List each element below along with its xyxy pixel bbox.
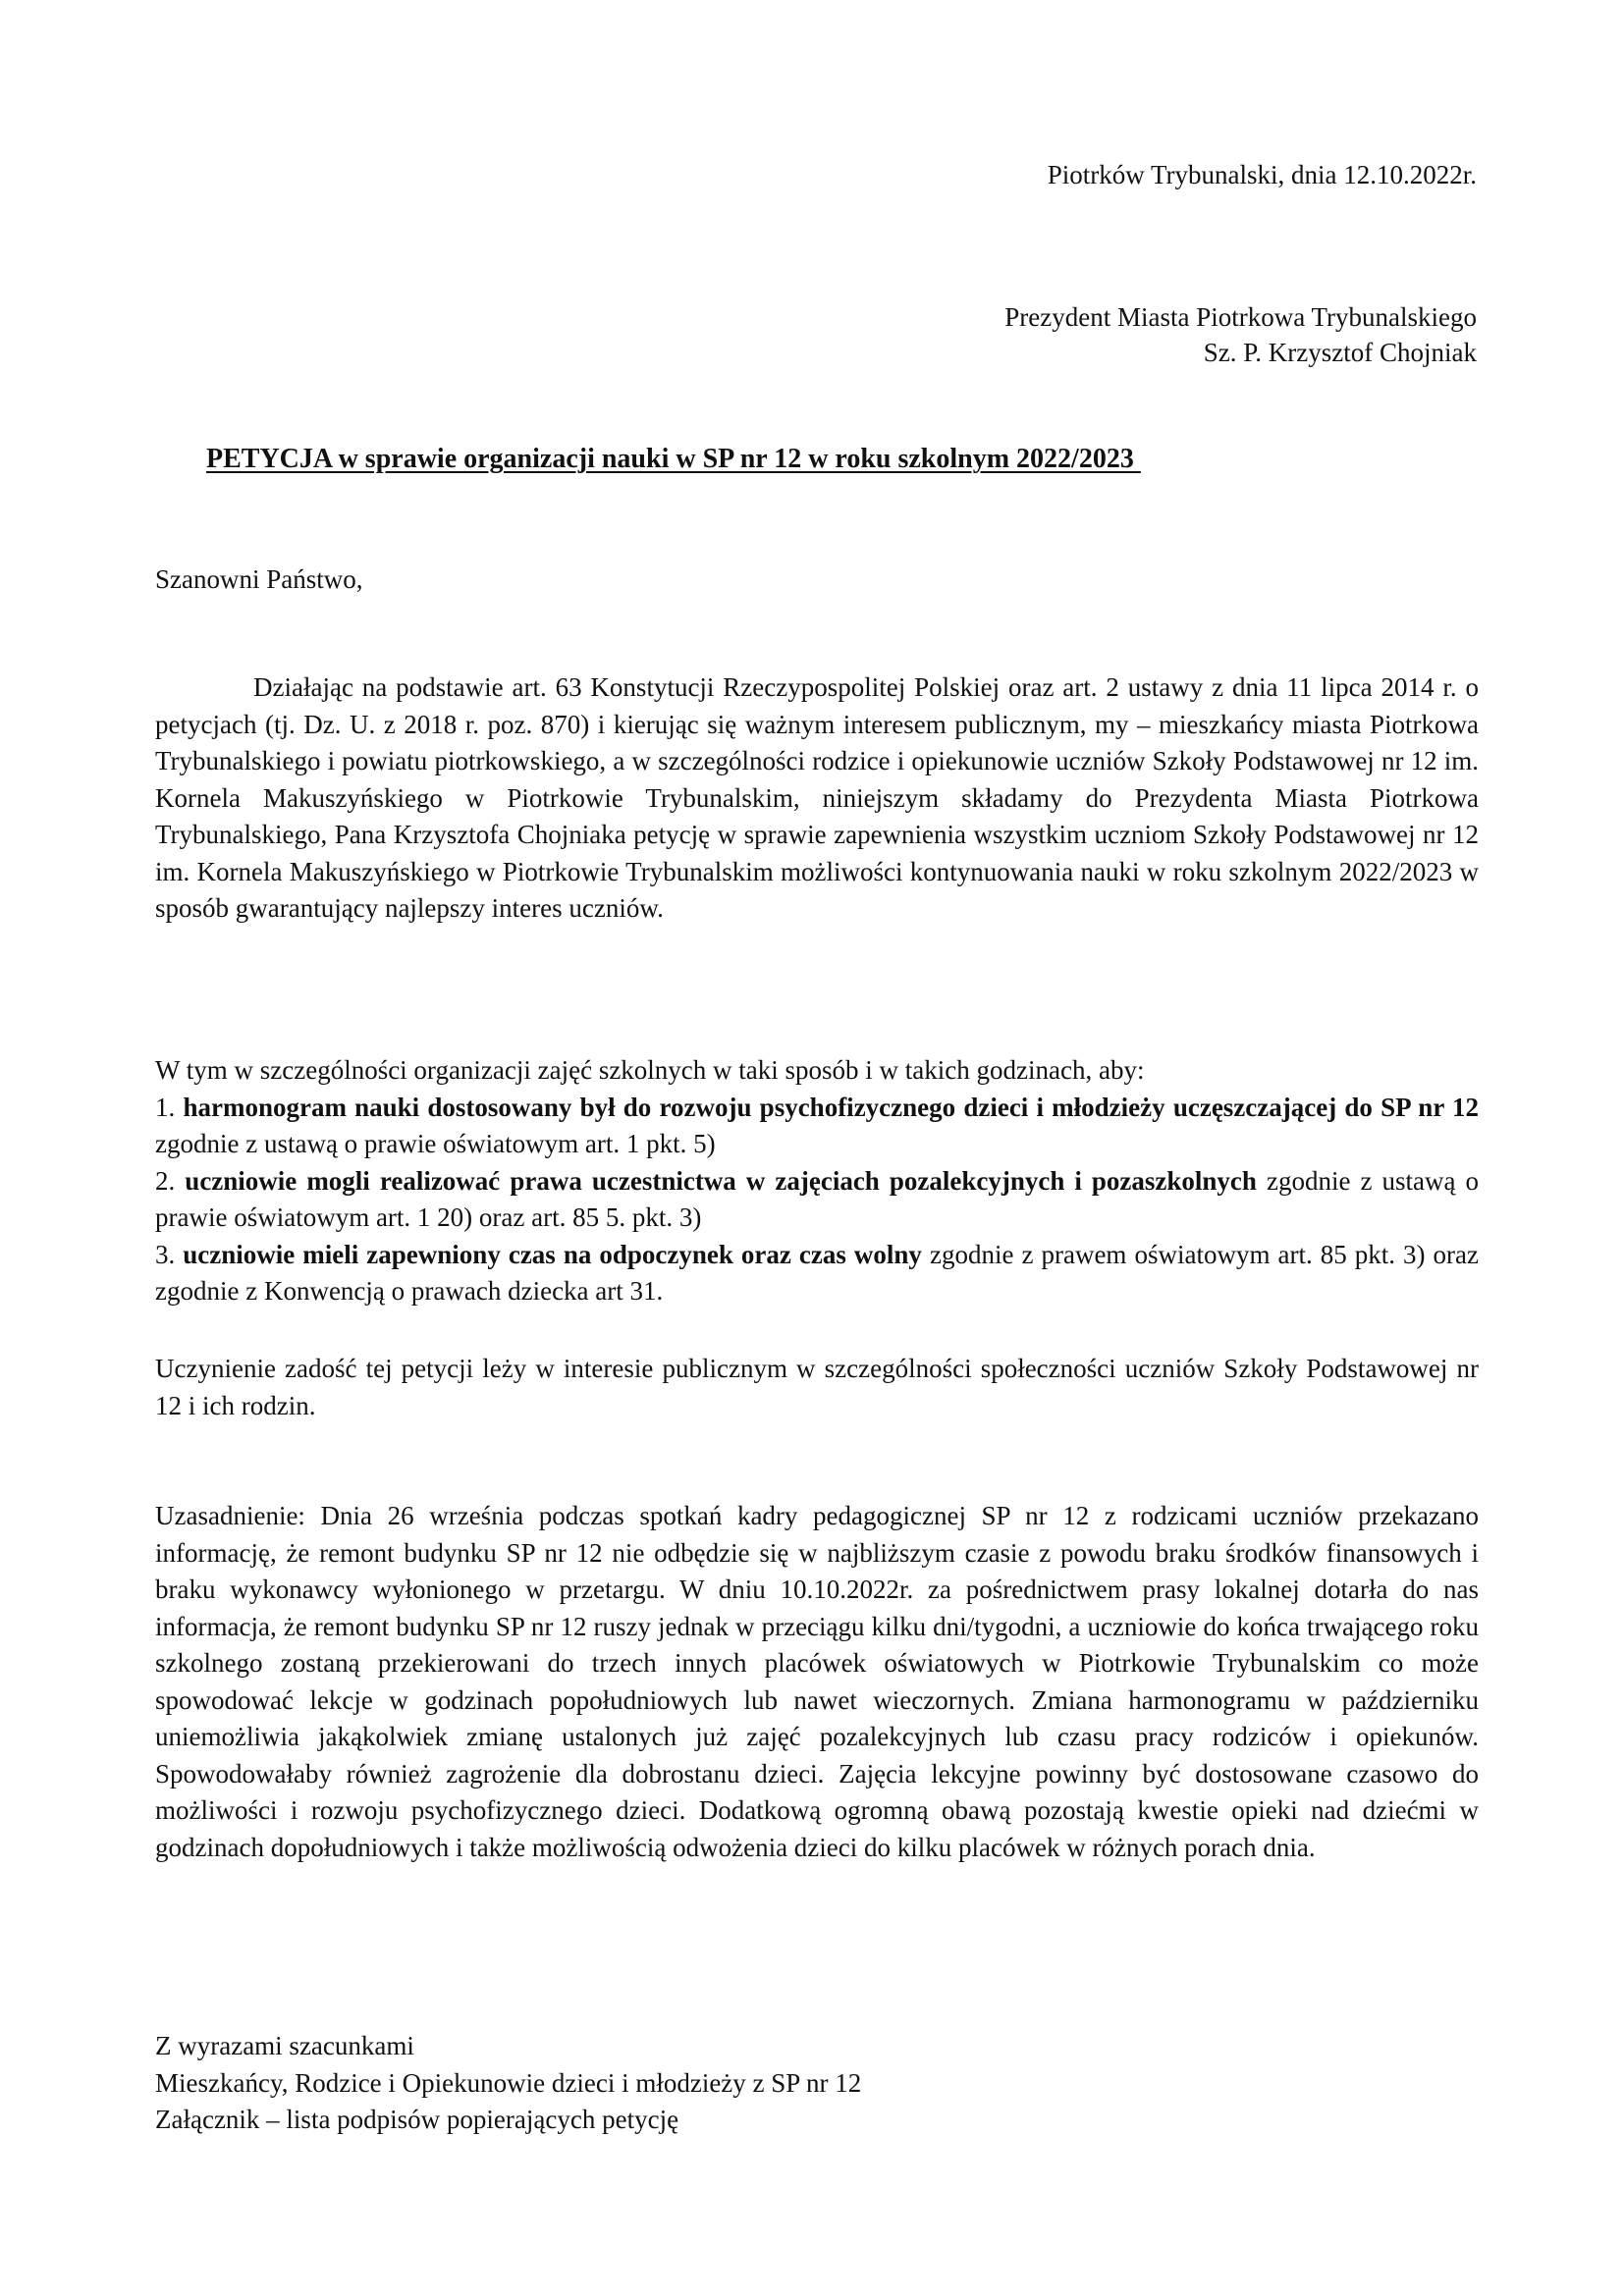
closing-salutation: Z wyrazami szacunkami bbox=[155, 2031, 414, 2060]
request-item-2 bbox=[155, 1163, 1479, 1237]
justification-paragraph: Uzasadnienie: Dnia 26 września podczas spotkań kadry pedagogicznej SP nr 12 z rodzicami uczniów przekazano informację, że remont budynku SP nr 12 nie odbędzie się w najbliższym czasie z powodu braku środków finansowych i braku wykonawcy wyłonionego w przetargu. W dniu 10.10.2022r. za pośrednictwem prasy lokalnej dotarła do nas informacja, że remont budynku SP nr 12 ruszy jednak w przeciągu kilku dni/tygodni, a uczniowie do końca trwającego roku szkolnego zostaną przekierowani do trzech innych placówek oświatowych w Piotrkowie Trybunalskim co może spowodować lekcje w godzinach popołudniowych lub nawet wieczornych. Zmiana harmonogramu w październiku uniemożliwia jakąkolwiek zmianę ustalonych już zajęć pozalekcyjnych lub czasu pracy rodziców i opiekunów. Spowodowałaby również zagrożenie dla dobrostanu dzieci. Zajęcia lekcyjne powinny być dostosowane czasowo do możliwości i rozwoju psychofizycznego dzieci. Dodatkową ogromną obawą pozostają kwestie opieki nad dziećmi w godzinach dopołudniowych i także możliwością odwożenia dzieci do kilku placówek w różnych porach dnia. bbox=[155, 1501, 1479, 1862]
request-item-number: 2. bbox=[155, 1165, 176, 1196]
attachment-note: Załącznik – lista podpisów popierających petycję bbox=[155, 2105, 679, 2134]
request-intro: W tym w szczególności organizacji zajęć szkolnych w taki sposób i w takich godzinach, aby: bbox=[155, 1055, 1145, 1085]
place-and-date: Piotrków Trybunalski, dnia 12.10.2022r. bbox=[1047, 160, 1477, 189]
greeting: Szanowni Państwo, bbox=[155, 564, 363, 594]
request-item-number: 1. bbox=[155, 1092, 176, 1122]
recipient-block bbox=[1004, 299, 1477, 370]
petition-title: PETYCJA w sprawie organizacji nauki w SP nr 12 w roku szkolnym 2022/2023 bbox=[206, 444, 1141, 474]
request-item-rest: zgodnie z ustawą o prawie oświatowym art. 1 20) oraz art. 85 5. pkt. 3) bbox=[155, 1165, 1479, 1232]
recipient-title: Prezydent Miasta Piotrkowa Trybunalskiego bbox=[1004, 302, 1477, 332]
request-section bbox=[155, 1052, 1479, 1310]
closing-signature: Mieszkańcy, Rodzice i Opiekunowie dzieci i młodzieży z SP nr 12 bbox=[155, 2067, 862, 2098]
conclusion-paragraph: Uczynienie zadość tej petycji leży w interesie publicznym w szczególności społeczności uczniów Szkoły Podstawowej nr 12 i ich rodzin. bbox=[155, 1354, 1479, 1420]
request-item-rest: zgodnie z ustawą o prawie oświatowym art. 1 pkt. 5) bbox=[155, 1129, 716, 1158]
intro-paragraph: Działając na podstawie art. 63 Konstytucji Rzeczypospolitej Polskiej oraz art. 2 ustawy z dnia 11 lipca 2014 r. o petycjach (tj. Dz. U. z 2018 r. poz. 870) i kierując się ważnym interesem publicznym, my – mieszkańcy miasta Piotrkowa Trybunalskiego i powiatu piotrkowskiego, a w szczególności rodzice i opiekunowie uczniów Szkoły Podstawowej nr 12 im. Kornela Makuszyńskiego w Piotrkowie Trybunalskim, niniejszym składamy do Prezydenta Miasta Piotrkowa Trybunalskiego, Pana Krzysztofa Chojniaka petycję w sprawie zapewnienia wszystkim uczniom Szkoły Podstawowej nr 12 im. Kornela Makuszyńskiego w Piotrkowie Trybunalskim możliwości kontynuowania nauki w roku szkolnym 2022/2023 w sposób gwarantujący najlepszy interes uczniów. bbox=[155, 672, 1479, 923]
request-item-rest: zgodnie z prawem oświatowym art. 85 pkt. 3) oraz zgodnie z Konwencją o prawach dziecka art 31. bbox=[155, 1239, 1479, 1306]
recipient-name: Sz. P. Krzysztof Chojniak bbox=[1203, 338, 1477, 367]
request-item-number: 3. bbox=[155, 1239, 176, 1269]
request-item-bold: harmonogram nauki dostosowany był do rozwoju psychofizycznego dzieci i młodzieży uczęszczającej do SP nr 12 bbox=[183, 1092, 1480, 1122]
request-item-bold: uczniowie mogli realizować prawa uczestnictwa w zajęciach pozalekcyjnych i pozaszkolnych bbox=[185, 1165, 1257, 1196]
request-item-3 bbox=[155, 1237, 1479, 1310]
closing-block bbox=[155, 2028, 1479, 2139]
request-item-bold: uczniowie mieli zapewniony czas na odpoczynek oraz czas wolny bbox=[183, 1239, 922, 1269]
request-item-1 bbox=[155, 1090, 1479, 1163]
